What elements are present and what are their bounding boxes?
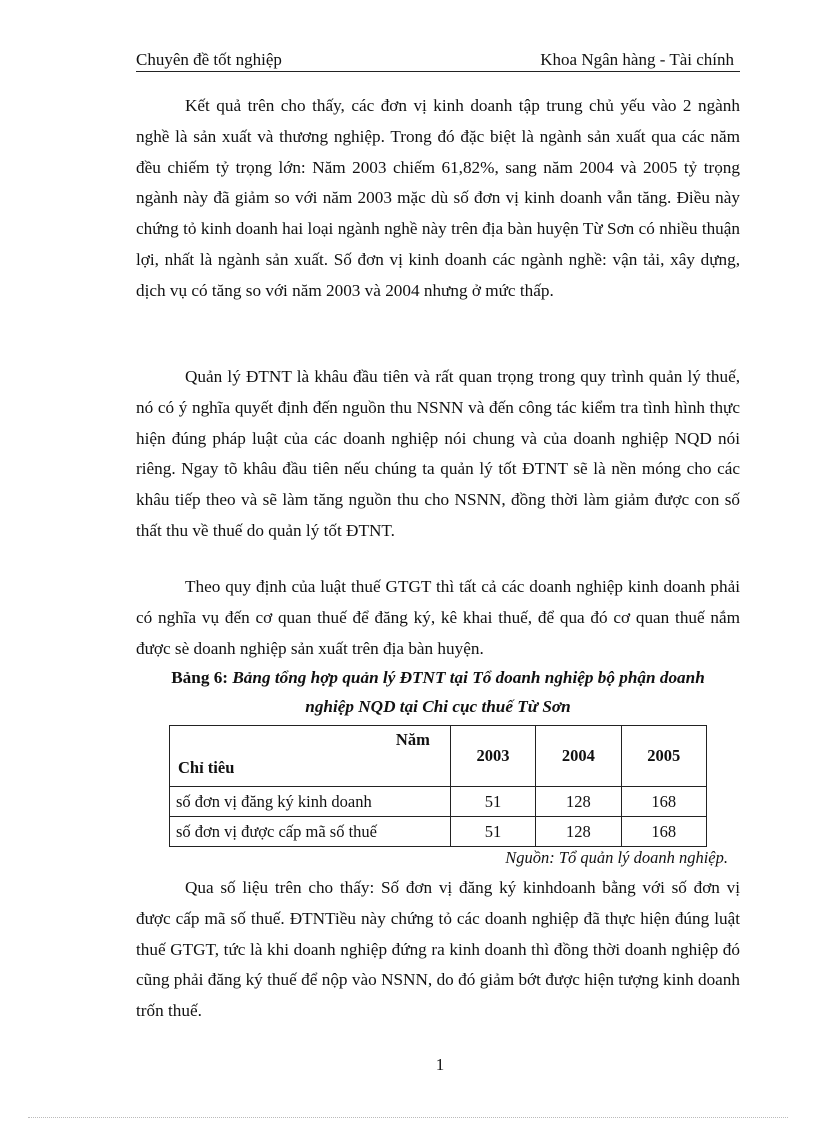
taxpayer-table (169, 725, 707, 847)
header-year-cell: 2003 (450, 726, 535, 787)
table-row (170, 787, 707, 817)
table-cell: 51 (450, 817, 535, 847)
paragraph-analysis: Kết quả trên cho thấy, các đơn vị kinh doanh tập trung chủ yếu vào 2 ngành nghề là sản xuất và thương nghiệp. Trong đó đặc biệt là ngành sản xuất qua các năm đều chiếm tỷ trọng lớn: Năm 2003 chiếm 61,82%, sang năm 2004 và 2005 tỷ trọng ngành này đã giảm so với năm 2003 mặc dù số đơn vị kinh doanh vẫn tăng. Điều này chứng tỏ kinh doanh hai loại ngành nghề này trên địa bàn huyện Từ Sơn có nhiều thuận lợi, nhất là ngành sản xuất. Số đơn vị kinh doanh các ngành nghề: vận tải, xây dựng, dịch vụ có tăng so với năm 2003 và 2004 nhưng ở mức thấp. (136, 96, 740, 300)
table-caption-title: Bảng tổng hợp quản lý ĐTNT tại Tổ doanh nghiệp bộ phận doanh (232, 668, 705, 687)
page-number: 1 (435, 1055, 445, 1074)
table-cell: 128 (536, 787, 621, 817)
row-label: số đơn vị được cấp mã số thuế (170, 817, 451, 847)
header-year-cell: 2005 (621, 726, 706, 787)
header-year-label: Năm (395, 730, 430, 749)
table-row (170, 817, 707, 847)
table-header-row (170, 726, 707, 787)
header-right-title: Khoa Ngân hàng - Tài chính (540, 50, 734, 69)
table-caption-line1 (136, 663, 740, 693)
table-cell: 51 (450, 787, 535, 817)
table-header-corner (170, 726, 451, 787)
paragraph-vat-regulation: Theo quy định của luật thuế GTGT thì tất cả các doanh nghiệp kinh doanh phải có nghĩa vụ đến cơ quan thuế để đăng ký, kê khai thuế, để qua đó cơ quan thuế nắm được sè doanh nghiệp sản xuất trên địa bàn huyện. (136, 577, 740, 658)
table-caption-line2: nghiệp NQD tại Chi cục thuế Từ Sơn (305, 697, 571, 716)
paragraph-conclusion: Qua số liệu trên cho thấy: Số đơn vị đăng ký kinhdoanh bằng với số đơn vị được cấp mã số thuế. ĐTNTiều này chứng tỏ các doanh nghiệp đã thực hiện đúng luật thuế GTGT, tức là khi doanh nghiệp đứng ra kinh doanh thì đồng thời doanh nghiệp đó cũng phải đăng ký thuế để nộp vào NSNN, do đó giảm bớt được hiện tượng kinh doanh trốn thuế. (136, 878, 740, 1021)
row-label: số đơn vị đăng ký kinh doanh (170, 787, 451, 817)
header-indicator-label: Chỉ tiêu (178, 758, 235, 777)
page-header (136, 50, 740, 72)
header-year-cell: 2004 (536, 726, 621, 787)
header-left-title: Chuyên đề tốt nghiệp (136, 50, 282, 69)
paragraph-taxpayer-management: Quản lý ĐTNT là khâu đầu tiên và rất quan trọng trong quy trình quản lý thuế, nó có ý nghĩa quyết định đến nguồn thu NSNN và đến công tác kiểm tra tình hình thực hiện đúng pháp luật của các doanh nghiệp nói chung và của doanh nghiệp NQD nói riêng. Ngay tõ khâu đầu tiên nếu chúng ta quản lý tốt ĐTNT sẽ là nền móng cho các khâu tiếp theo và sẽ làm tăng nguồn thu cho NSNN, đồng thời làm giảm được con số thất thu về thuế do quản lý tốt ĐTNT. (136, 367, 740, 540)
table-cell: 128 (536, 817, 621, 847)
table-cell: 168 (621, 787, 706, 817)
table-source-note: Nguồn: Tổ quản lý doanh nghiệp. (505, 848, 728, 867)
table-caption-label: Bảng 6: (171, 668, 229, 687)
page-bottom-divider (28, 1117, 788, 1118)
table-cell: 168 (621, 817, 706, 847)
